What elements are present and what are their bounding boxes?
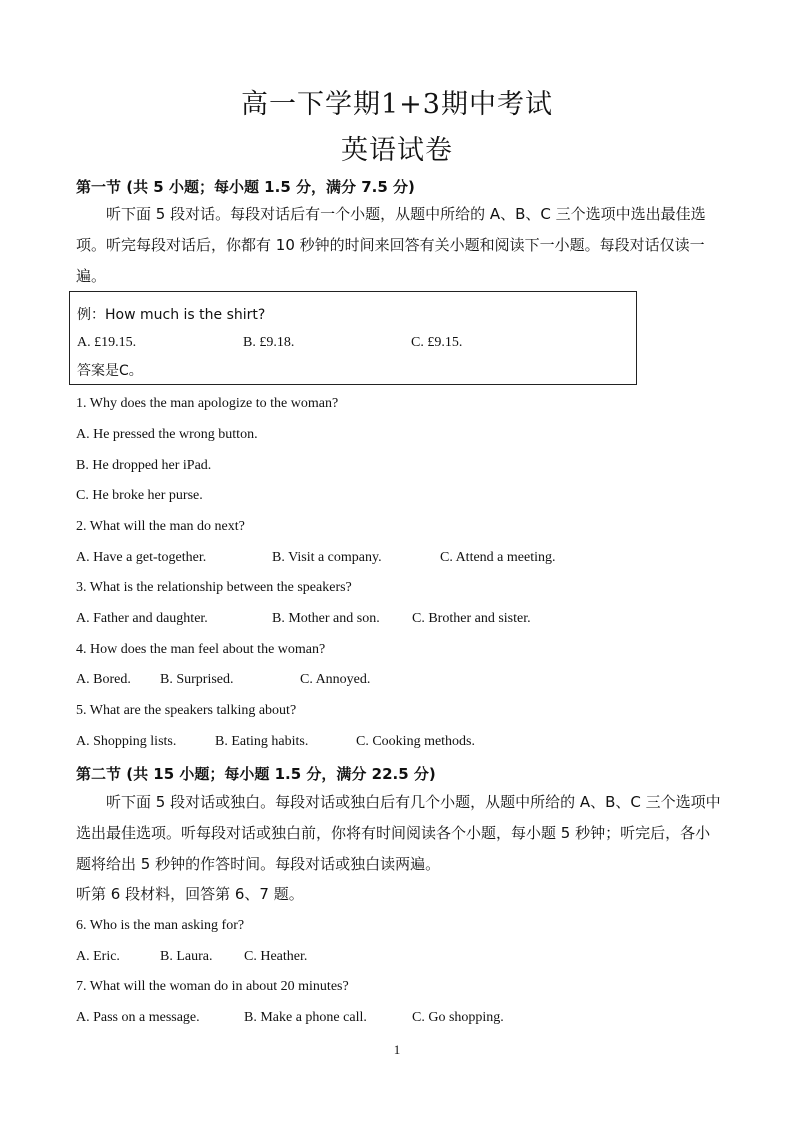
question-1-option-a: A. He pressed the wrong button. <box>76 427 258 442</box>
question-7-option-a: A. Pass on a message. <box>76 1010 200 1025</box>
question-4-option-a: A. Bored. <box>76 672 131 687</box>
question-4-option-c: C. Annoyed. <box>300 672 371 687</box>
question-3-option-c: C. Brother and sister. <box>412 611 531 626</box>
question-7-option-b: B. Make a phone call. <box>244 1010 367 1025</box>
question-2: 2. What will the man do next? <box>76 519 245 534</box>
example-question: 例：How much is the shirt? <box>77 307 266 323</box>
question-1: 1. Why does the man apologize to the woman? <box>76 396 339 411</box>
question-6-option-a: A. Eric. <box>76 949 120 964</box>
section1-instructions: 听下面 5 段对话。每段对话后有一个小题，从题中所给的 A、B、C 三个选项中选出最佳选项。听完每段对话后，你都有 10 秒钟的时间来回答有关小题和阅读下一小题。每段对话仅读一遍。 <box>76 205 706 285</box>
question-3-option-b: B. Mother and son. <box>272 611 380 626</box>
question-7: 7. What will the woman do in about 20 minutes? <box>76 979 349 994</box>
example-option-b: B. £9.18. <box>243 335 295 350</box>
exam-subtitle: 英语试卷 <box>341 135 453 166</box>
question-2-option-b: B. Visit a company. <box>272 550 382 565</box>
question-1-option-b: B. He dropped her iPad. <box>76 458 212 473</box>
question-5-option-b: B. Eating habits. <box>215 734 309 749</box>
question-2-option-a: A. Have a get-together. <box>76 550 207 565</box>
question-7-option-c: C. Go shopping. <box>412 1010 504 1025</box>
section1-heading: 第一节 (共 5 小题；每小题 1.5 分，满分 7.5 分) <box>76 178 415 196</box>
section2-heading: 第二节 (共 15 小题；每小题 1.5 分，满分 22.5 分) <box>76 765 436 783</box>
page-number: 1 <box>393 1042 401 1057</box>
question-5: 5. What are the speakers talking about? <box>76 703 297 718</box>
question-4-option-b: B. Surprised. <box>160 672 234 687</box>
question-1-option-c: C. He broke her purse. <box>76 488 203 503</box>
question-3: 3. What is the relationship between the speakers? <box>76 580 352 595</box>
question-5-option-a: A. Shopping lists. <box>76 734 177 749</box>
exam-title: 高一下学期1+3期中考试 <box>241 89 553 120</box>
example-box <box>69 291 637 385</box>
question-2-option-c: C. Attend a meeting. <box>440 550 556 565</box>
section2-instructions: 听下面 5 段对话或独白。每段对话或独白后有几个小题，从题中所给的 A、B、C 三个选项中选出最佳选项。听每段对话或独白前，你将有时间阅读各个小题，每小题 5 秒钟；听完后，各小题将给出 5 秒钟的作答时间。每段对话或独白读两遍。 <box>76 793 721 873</box>
question-4: 4. How does the man feel about the woman? <box>76 642 326 657</box>
question-3-option-a: A. Father and daughter. <box>76 611 208 626</box>
example-option-a: A. £19.15. <box>77 335 137 350</box>
example-answer: 答案是C。 <box>77 363 143 379</box>
section2-material-note: 听第 6 段材料，回答第 6、7 题。 <box>76 885 304 903</box>
example-option-c: C. £9.15. <box>411 335 463 350</box>
question-6: 6. Who is the man asking for? <box>76 918 245 933</box>
question-6-option-c: C. Heather. <box>244 949 308 964</box>
question-5-option-c: C. Cooking methods. <box>356 734 476 749</box>
question-6-option-b: B. Laura. <box>160 949 213 964</box>
